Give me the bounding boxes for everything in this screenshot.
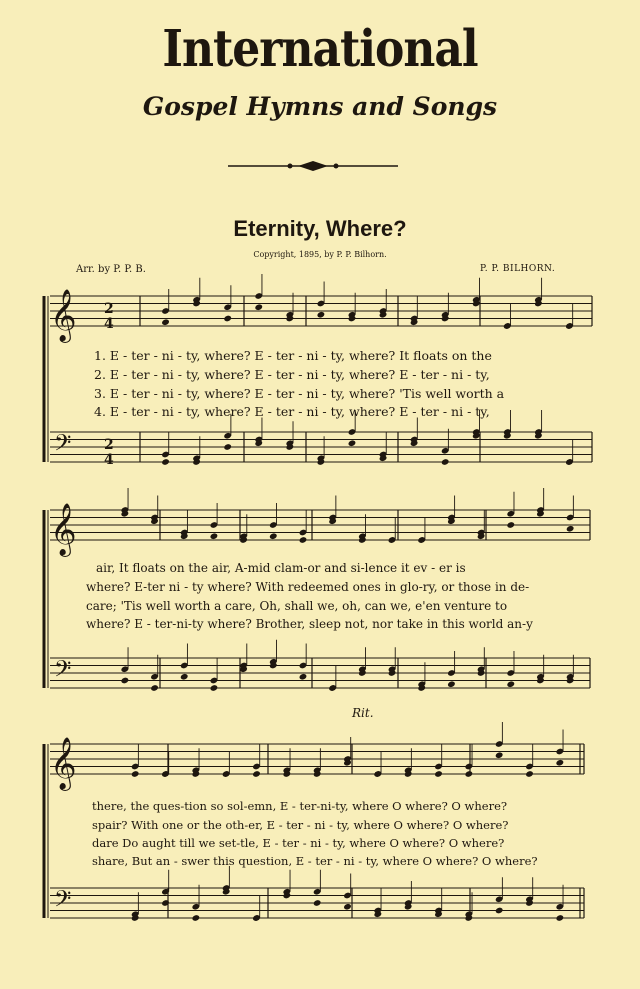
time-signature: 4: [104, 452, 114, 468]
note-head: [495, 751, 504, 759]
note-head: [252, 770, 261, 778]
note-head: [441, 458, 450, 466]
time-signature: 2: [104, 437, 114, 453]
lyric-line: where? E-ter ni - ty where? With redeemed ones in glo-ry, or those in de-: [86, 580, 530, 594]
note-head: [192, 914, 201, 922]
lyric-line: there, the ques-tion so sol-emn, E - ter-ni-ty, where O where? O where?: [92, 799, 508, 813]
note-head: [556, 759, 565, 767]
time-signature: 4: [104, 316, 114, 332]
copyright-notice: Copyright, 1895, by P. P. Bilhorn.: [253, 250, 387, 259]
lyric-line: where? E - ter-ni-ty where? Brother, sleep not, nor take in this world an-y: [86, 617, 533, 631]
note-head: [566, 525, 575, 533]
note-head: [299, 673, 308, 681]
lyric-line: 1. E - ter - ni - ty, where? E - ter - ni - ty, where? It floats on the: [94, 348, 492, 363]
arranger-credit: Arr. by P. P. B.: [76, 264, 146, 275]
treble-clef-icon: 𝄞: [50, 736, 77, 789]
note-head: [317, 311, 326, 319]
note-head: [299, 536, 308, 544]
note-head: [223, 443, 232, 451]
hymn-title: Eternity, Where?: [233, 216, 407, 241]
time-signature: 2: [104, 301, 114, 317]
bass-clef-icon: 𝄢: [54, 886, 72, 918]
note-head: [254, 303, 263, 311]
note-head: [150, 684, 159, 692]
note-head: [180, 673, 189, 681]
note-head: [495, 907, 504, 915]
book-title: International: [162, 20, 478, 79]
book-subtitle: Gospel Hymns and Songs: [142, 92, 498, 121]
note-head: [121, 677, 130, 685]
note-head: [506, 521, 515, 529]
note-head: [447, 680, 456, 688]
note-head: [343, 903, 352, 911]
lyric-line: share, But an - swer this question, E - ter - ni - ty, where O where? O where?: [92, 854, 538, 868]
tempo-marking: Rit.: [352, 706, 374, 720]
note-head: [313, 899, 322, 907]
lyric-line: 4. E - ter - ni - ty, where? E - ter - ni - ty, where? E - ter - ni - ty,: [94, 404, 490, 419]
note-head: [506, 680, 515, 688]
note-head: [131, 770, 140, 778]
note-head: [210, 684, 219, 692]
treble-clef-icon: 𝄞: [50, 288, 77, 341]
treble-clef-icon: 𝄞: [50, 502, 77, 555]
note-head: [223, 315, 232, 323]
bass-clef-icon: 𝄢: [54, 656, 72, 688]
note-head: [556, 914, 565, 922]
note-head: [525, 770, 534, 778]
lyric-line: care; 'Tis well worth a care, Oh, shall we, oh, can we, e'en venture to: [86, 599, 508, 613]
composer-credit: P. P. BILHORN.: [480, 264, 556, 274]
note-head: [161, 458, 170, 466]
lyric-line: 3. E - ter - ni - ty, where? E - ter - ni - ty, where? 'Tis well worth a: [94, 386, 505, 401]
bass-clef-icon: 𝄢: [54, 430, 72, 462]
lyric-line: 2. E - ter - ni - ty, where? E - ter - ni - ty, where? E - ter - ni - ty,: [94, 367, 490, 382]
note-head: [210, 532, 219, 540]
note-head: [269, 532, 278, 540]
lyric-line: spair? With one or the oth-er, E - ter - ni - ty, where O where? O where?: [92, 818, 509, 832]
note-head: [434, 770, 443, 778]
lyric-line: dare Do aught till we set-tle, E - ter - ni - ty, where O where? O where?: [92, 836, 505, 850]
note-head: [161, 318, 170, 326]
note-head: [348, 439, 357, 447]
lyric-line: air, It floats on the air, A-mid clam-or and si-lence it ev - er is: [96, 561, 466, 575]
note-head: [465, 770, 474, 778]
